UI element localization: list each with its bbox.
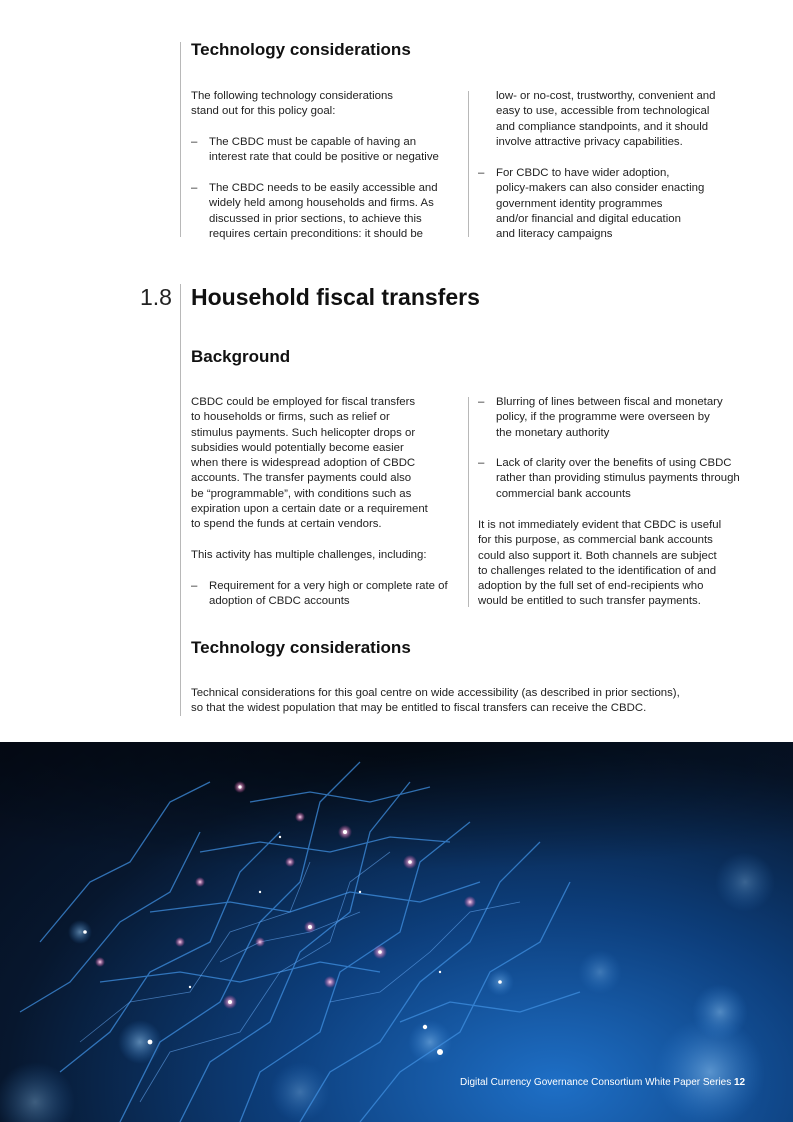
background-paragraph: CBDC could be employed for fiscal transfers to households or firms, such as relief or stimulus payments. Such helicopter drops or subsidies would potentially become easier when there is widespread adoption of CBDC accounts. The transfer payments could also be “programmable”, with conditions such as expiration upon a certain date or a requirement to spend the funds at certain vendors. [191, 396, 428, 531]
top-heading: Technology considerations [191, 40, 411, 59]
bullet-dash: – [191, 182, 198, 194]
page-number: 12 [734, 1077, 746, 1088]
list-item: Requirement for a very high or complete rate of adoption of CBDC accounts [209, 580, 448, 608]
background-paragraph: This activity has multiple challenges, including: [191, 549, 427, 561]
background-column-divider [468, 397, 469, 607]
tech-heading: Technology considerations [191, 638, 411, 657]
list-item: Blurring of lines between fiscal and monetary policy, if the programme were overseen by the monetary authority [496, 396, 723, 439]
tech-paragraph: Technical considerations for this goal centre on wide accessibility (as described in prior sections), so that the widest population that may be entitled to fiscal transfers can receive the CBDC. [191, 687, 680, 715]
list-item: For CBDC to have wider adoption, policy-makers can also consider enacting government identity programmes and/or financial and digital education and literacy campaigns [496, 167, 705, 241]
background-heading: Background [191, 347, 291, 366]
circuit-board-graphic [0, 742, 793, 1122]
bullet-dash: – [478, 396, 485, 408]
section-rule [180, 284, 181, 716]
top-left-rule [180, 42, 181, 237]
bullet-dash: – [478, 167, 485, 179]
list-item: Lack of clarity over the benefits of using CBDC rather than providing stimulus payments through commercial bank accounts [496, 457, 740, 500]
circuit-board-image [0, 742, 793, 1122]
list-item-continuation: low- or no-cost, trustworthy, convenient and easy to use, accessible from technological and compliance standpoints, and it should involve attractive privacy capabilities. [496, 90, 716, 148]
top-column-divider [468, 91, 469, 237]
bullet-dash: – [478, 457, 485, 469]
list-item: The CBDC needs to be easily accessible and widely held among households and firms. As discussed in prior sections, to achieve this requires certain preconditions: it should be [209, 182, 438, 240]
section-title: Household fiscal transfers [191, 284, 480, 310]
bullet-dash: – [191, 580, 198, 592]
background-paragraph: It is not immediately evident that CBDC is useful for this purpose, as commercial bank accounts could also support it. Both channels are subject to challenges related to the identification of and adoption by the full set of end-recipients who would be entitled to such transfer payments. [478, 519, 722, 608]
bullet-dash: – [191, 136, 198, 148]
list-item: The CBDC must be capable of having an interest rate that could be positive or negative [209, 136, 439, 164]
footer-series-title: Digital Currency Governance Consortium White Paper Series [460, 1077, 732, 1088]
section-number: 1.8 [140, 284, 172, 310]
top-intro-paragraph: The following technology considerations stand out for this policy goal: [191, 90, 393, 118]
